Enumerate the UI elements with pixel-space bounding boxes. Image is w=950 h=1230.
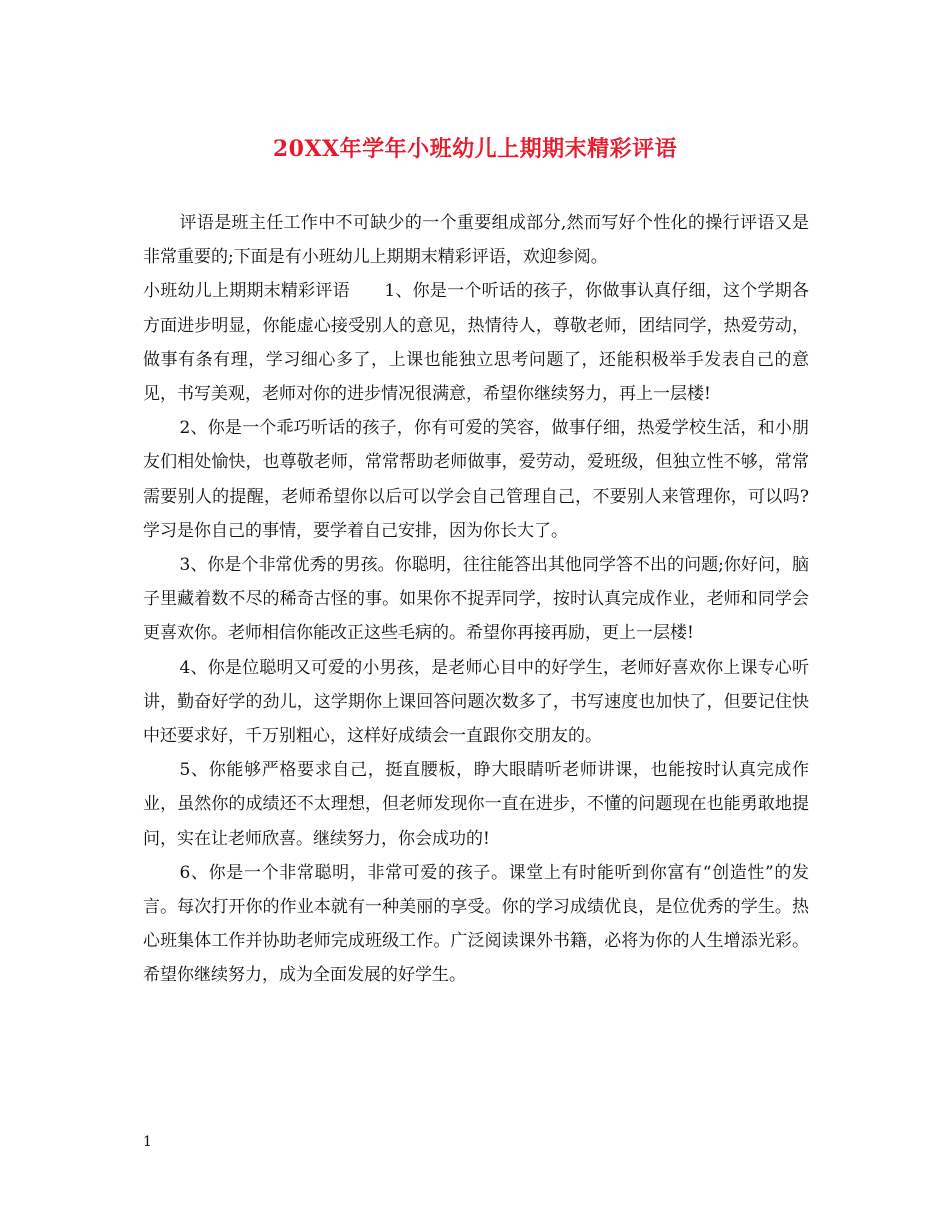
- document-body: [143, 206, 809, 993]
- intro-paragraph: 评语是班主任工作中不可缺少的一个重要组成部分,然而写好个性化的操行评语又是非常重要的;下面是有小班幼儿上期期末精彩评语，欢迎参阅。: [143, 213, 809, 268]
- comment-paragraph-1: 小班幼儿上期期末精彩评语 1、你是一个听话的孩子，你做事认真仔细，这个学期各方面进步明显，你能虚心接受别人的意见，热情待人，尊敬老师，团结同学，热爱劳动，做事有条有理，学习细心多了，上课也能独立思考问题了，还能积极举手发表自己的意见，书写美观，老师对你的进步情况很满意，希望你继续努力，再上一层楼!: [143, 281, 809, 405]
- comment-paragraph-2: 2、你是一个乖巧听话的孩子，你有可爱的笑容，做事仔细，热爱学校生活，和小朋友们相处愉快，也尊敬老师，常常帮助老师做事，爱劳动，爱班级，但独立性不够，常常需要别人的提醒，老师希望你以后可以学会自己管理自己，不要别人来管理你，可以吗?学习是你自己的事情，要学着自己安排，因为你长大了。: [143, 418, 809, 541]
- page-number: 1: [143, 1134, 152, 1150]
- comment-paragraph-3: 3、你是个非常优秀的男孩。你聪明，往往能答出其他同学答不出的问题;你好问，脑子里藏着数不尽的稀奇古怪的事。如果你不捉弄同学，按时认真完成作业，老师和同学会更喜欢你。老师相信你能改正这些毛病的。希望你再接再励，更上一层楼!: [143, 555, 809, 644]
- comment-paragraph-4: 4、你是位聪明又可爱的小男孩，是老师心目中的好学生，老师好喜欢你上课专心听讲，勤奋好学的劲儿，这学期你上课回答问题次数多了，书写速度也加快了，但要记住快中还要求好，千万别粗心，这样好成绩会一直跟你交朋友的。: [143, 657, 809, 747]
- comment-paragraph-6: 6、你是一个非常聪明，非常可爱的孩子。课堂上有时能听到你富有“创造性”的发言。每次打开你的作业本就有一种美丽的享受。你的学习成绩优良，是位优秀的学生。热心班集体工作并协助老师完成班级工作。广泛阅读课外书籍，必将为你的人生增添光彩。希望你继续努力，成为全面发展的好学生。: [143, 862, 809, 986]
- comment-paragraph-5: 5、你能够严格要求自己，挺直腰板，睁大眼睛听老师讲课，也能按时认真完成作业，虽然你的成绩还不太理想，但老师发现你一直在进步，不懂的问题现在也能勇敢地提问，实在让老师欣喜。继续努力，你会成功的!: [143, 760, 809, 849]
- document-title: 20XX年学年小班幼儿上期期末精彩评语: [272, 136, 678, 162]
